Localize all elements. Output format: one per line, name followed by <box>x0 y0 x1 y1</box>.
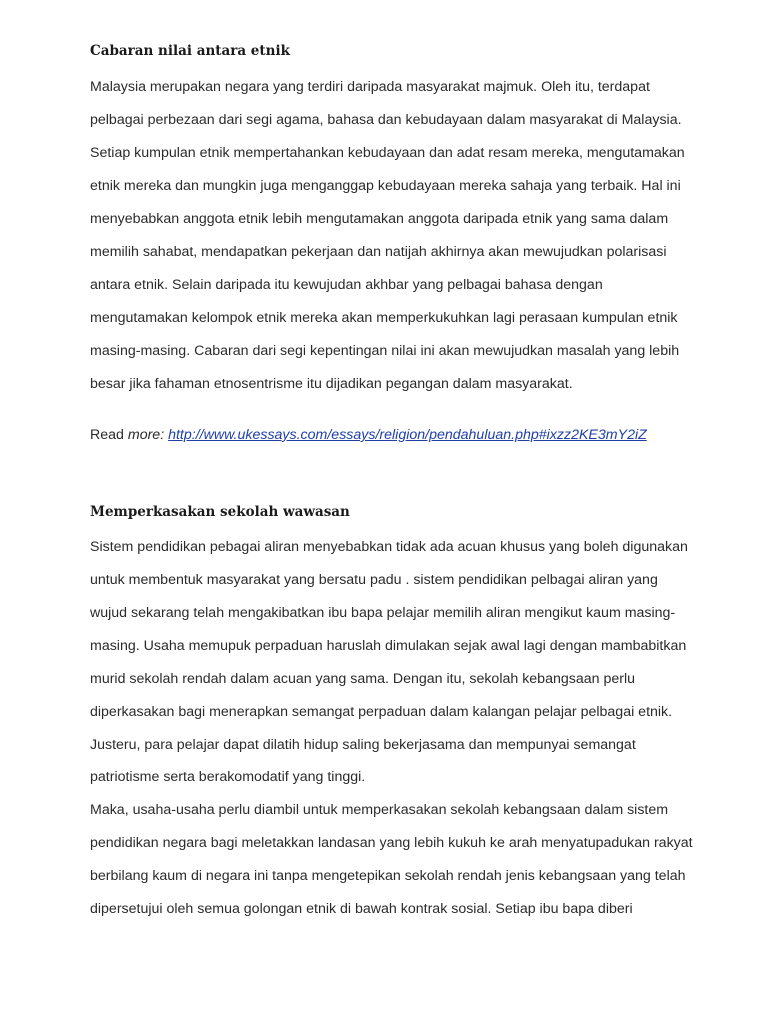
paragraph-line: Justeru, para pelajar dapat dilatih hidup saling bekerjasama dan mempunyai semangat <box>90 737 636 753</box>
paragraph-line: masing-masing. Cabaran dari segi kepentingan nilai ini akan mewujudkan masalah yang lebih <box>90 343 680 359</box>
paragraph-line: Sistem pendidikan pebagai aliran menyebabkan tidak ada acuan khusus yang boleh digunakan <box>90 539 688 555</box>
read-more-link[interactable]: http://www.ukessays.com/essays/religion/pendahuluan.php#ixzz2KE3mY2iZ <box>168 427 647 443</box>
paragraph-line: murid sekolah rendah dalam acuan yang sama. Dengan itu, sekolah kebangsaan perlu <box>90 671 635 687</box>
paragraph-line: diperkasakan bagi menerapkan semangat perpaduan dalam kalangan pelajar pelbagai etnik. <box>90 704 673 720</box>
paragraph-line: menyebabkan anggota etnik lebih mengutamakan anggota daripada etnik yang sama dalam <box>90 211 669 227</box>
paragraph-line: pelbagai perbezaan dari segi agama, bahasa dan kebudayaan dalam masyarakat di Malaysia. <box>90 112 682 128</box>
paragraph-line: Setiap kumpulan etnik mempertahankan kebudayaan dan adat resam mereka, mengutamakan <box>90 145 685 161</box>
paragraph-line: mengutamakan kelompok etnik mereka akan memperkukuhkan lagi perasaan kumpulan etnik <box>90 310 678 326</box>
read-more-line <box>90 426 647 444</box>
paragraph-line: dipersetujui oleh semua golongan etnik di bawah kontrak sosial. Setiap ibu bapa diberi <box>90 901 633 917</box>
read-more-label: more: <box>127 427 165 443</box>
read-more-prefix: Read <box>90 427 124 443</box>
paragraph-line: pendidikan negara bagi meletakkan landasan yang lebih kukuh ke arah menyatupadukan rakyat <box>90 835 693 851</box>
paragraph-line: besar jika fahaman etnosentrisme itu dijadikan pegangan dalam masyarakat. <box>90 376 573 392</box>
section-heading-memperkasakan: Memperkasakan sekolah wawasan <box>90 504 350 520</box>
paragraph-line: antara etnik. Selain daripada itu kewujudan akhbar yang pelbagai bahasa dengan <box>90 277 603 293</box>
paragraph-line: wujud sekarang telah mengakibatkan ibu bapa pelajar memilih aliran mengikut kaum masing- <box>90 605 676 621</box>
paragraph-line: berbilang kaum di negara ini tanpa mengetepikan sekolah rendah jenis kebangsaan yang telah <box>90 868 686 884</box>
paragraph-line: memilih sahabat, mendapatkan pekerjaan dan natijah akhirnya akan mewujudkan polarisasi <box>90 244 667 260</box>
section-heading-cabaran: Cabaran nilai antara etnik <box>90 43 290 59</box>
paragraph-line: Maka, usaha-usaha perlu diambil untuk memperkasakan sekolah kebangsaan dalam sistem <box>90 802 669 818</box>
paragraph-line: patriotisme serta berakomodatif yang tinggi. <box>90 769 366 785</box>
paragraph-line: untuk membentuk masyarakat yang bersatu padu . sistem pendidikan pelbagai aliran yang <box>90 572 658 588</box>
paragraph-line: masing. Usaha memupuk perpaduan haruslah dimulakan sejak awal lagi dengan mambabitkan <box>90 638 687 654</box>
paragraph-line: Malaysia merupakan negara yang terdiri daripada masyarakat majmuk. Oleh itu, terdapat <box>90 79 650 95</box>
paragraph-line: etnik mereka dan mungkin juga menganggap kebudayaan mereka sahaja yang terbaik. Hal ini <box>90 178 681 194</box>
